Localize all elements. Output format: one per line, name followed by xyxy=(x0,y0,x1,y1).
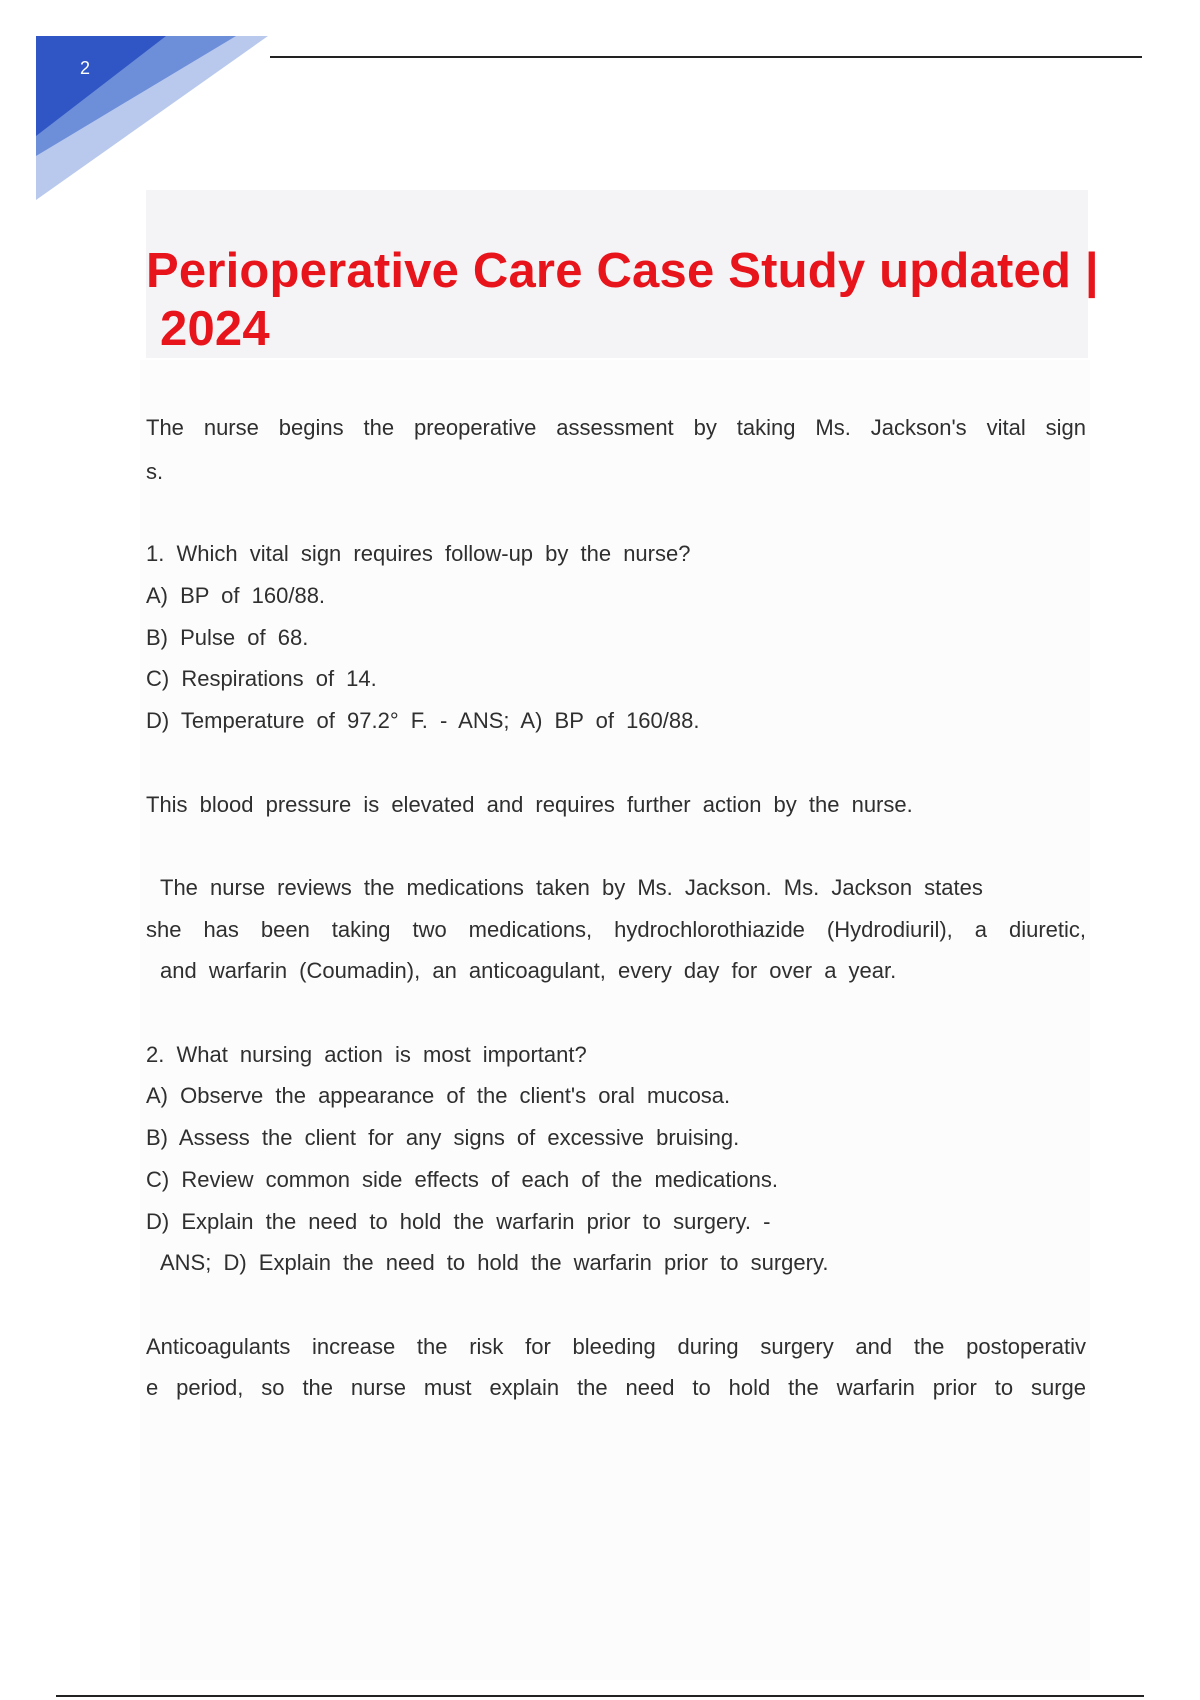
scenario-2-line-3: and warfarin (Coumadin), an anticoagulant, every day for over a year. xyxy=(160,958,897,983)
page-number: 2 xyxy=(80,58,91,78)
document-title-line-1: Perioperative Care Case Study updated | xyxy=(146,244,1099,298)
question-2-answer: ANS; D) Explain the need to hold the warfarin prior to surgery. xyxy=(160,1250,829,1275)
question-2-option-b: B) Assess the client for any signs of excessive bruising. xyxy=(146,1125,740,1150)
question-1: 1. Which vital sign requires follow-up by the nurse? xyxy=(146,541,691,566)
document-title-line-2: 2024 xyxy=(160,302,270,356)
corner-decoration xyxy=(36,36,268,200)
question-2-option-d: D) Explain the need to hold the warfarin prior to surgery. - xyxy=(146,1209,771,1234)
header-rule xyxy=(270,56,1142,58)
question-2-rationale-line-2: e period, so the nurse must explain the need to hold the warfarin prior to surge xyxy=(146,1375,1086,1400)
question-1-option-a: A) BP of 160/88. xyxy=(146,583,326,608)
question-1-option-b: B) Pulse of 68. xyxy=(146,625,309,650)
question-2-option-c: C) Review common side effects of each of the medications. xyxy=(146,1167,778,1192)
question-1-rationale: This blood pressure is elevated and requires further action by the nurse. xyxy=(146,792,913,817)
question-1-option-d-answer: D) Temperature of 97.2° F. - ANS; A) BP of 160/88. xyxy=(146,708,700,733)
question-1-option-c: C) Respirations of 14. xyxy=(146,666,377,691)
intro-line-1: The nurse begins the preoperative assessment by taking Ms. Jackson's vital sign xyxy=(146,415,1086,440)
question-2-option-a: A) Observe the appearance of the client's oral mucosa. xyxy=(146,1083,731,1108)
scenario-2-line-1: The nurse reviews the medications taken by Ms. Jackson. Ms. Jackson states xyxy=(160,875,983,900)
question-2-rationale-line-1: Anticoagulants increase the risk for bleeding during surgery and the postoperativ xyxy=(146,1334,1086,1359)
scenario-2-line-2: she has been taking two medications, hydrochlorothiazide (Hydrodiuril), a diuretic, xyxy=(146,917,1086,942)
intro-line-2: s. xyxy=(146,459,164,484)
footer-rule xyxy=(56,1695,1144,1697)
question-2: 2. What nursing action is most important? xyxy=(146,1042,587,1067)
